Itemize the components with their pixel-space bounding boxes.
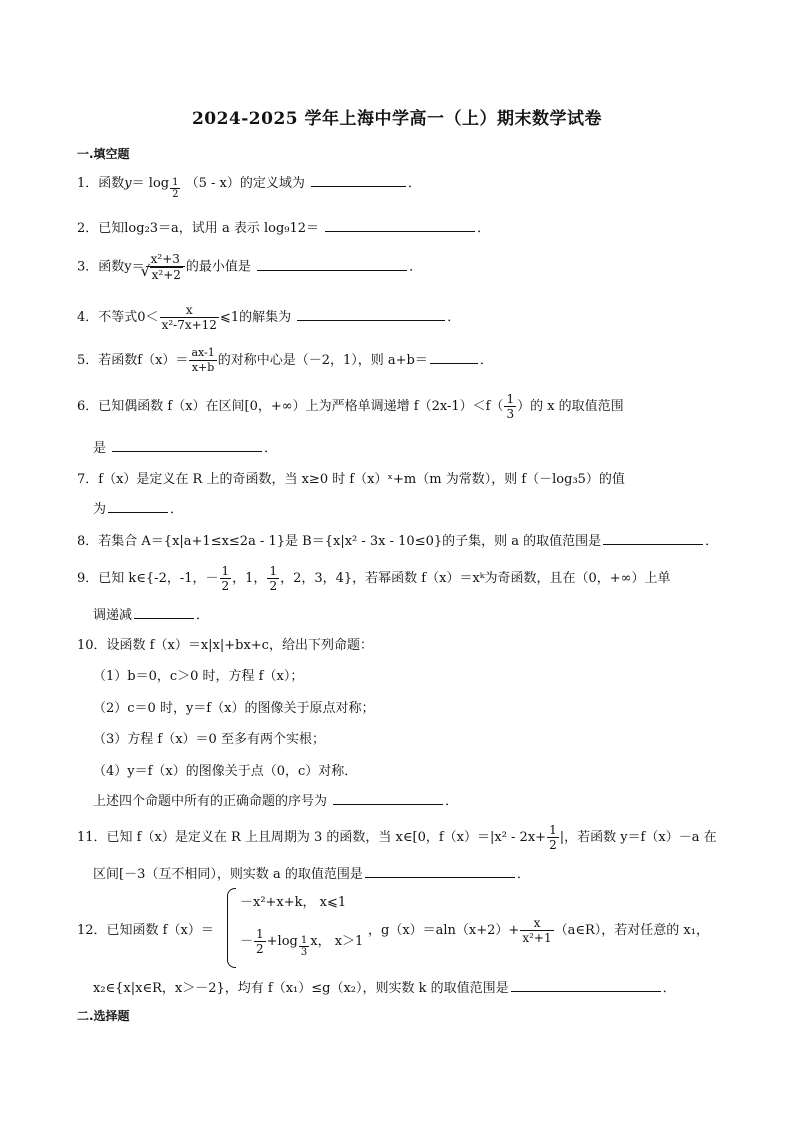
question-9: 9．已知 k∈{-2，-1，－ $\frac{1}{2}$ ，1， $\frac{1}{2}$ ，2，3，4}，若幂函数 f（x）＝xᵏ为奇函数，且在（0，+∞）上单 [77,564,671,593]
page-title: 2024-2025 学年上海中学高一（上）期末数学试卷 [191,109,603,129]
answer-blank[interactable] [511,978,661,992]
proposition-3: （3）方程 f（x）＝0 至多有两个实根； [93,732,325,747]
answer-blank[interactable] [112,438,262,452]
question-8: 8．若集合 A＝{x|a+1≤x≤2a - 1}是 B＝{x|x² - 3x - 10≤0}的子集，则 a 的取值范围是 ． [77,530,718,549]
proposition-1: （1）b＝0，c＞0 时，方程 f（x）； [93,669,304,684]
answer-blank[interactable] [134,605,194,619]
answer-blank[interactable] [297,307,445,321]
answer-blank[interactable] [108,499,168,513]
question-3: 3．函数y＝ x²+3 √ x²+2 的最小值是 ． [77,252,422,282]
piecewise-case-1: －x²+x+k， x⩽1 [240,895,347,910]
question-7-cont: 为 ． [93,498,183,517]
answer-blank[interactable] [365,864,515,878]
answer-blank[interactable] [325,218,475,232]
question-7: 7．f（x）是定义在 R 上的奇函数，当 x≥0 时 f（x）ˣ+m（m 为常数），则 f（－log₃5）的值 [77,472,625,487]
question-6-cont: 是 ． [93,437,277,456]
question-11: 11．已知 f（x）是定义在 R 上且周期为 3 的函数，当 x∈[0，f（x）＝|x² - 2x+ $\frac{1}{2}$ |，若函数 y＝f（x）－a 在 [77,823,717,852]
question-12-cont: x₂∈{x|x∈R，x＞－2}，均有 f（x₁）≤g（x₂），则实数 k 的取值范围是 ． [93,977,676,996]
question-5: 5．若函数f（x）＝ $\frac{ax-1}{x+b}$ 的对称中心是（－2，1），则 a+b＝ ． [77,346,493,374]
question-4: 4．不等式0＜ $\frac{x}{\text{x²-7x+12}}$ ⩽1的解集为 ． [77,303,461,332]
section-fill-in: 一.填空题 [77,147,130,161]
question-2: 2．已知log₂3＝a，试用 a 表示 log₉12＝ ． [77,217,490,236]
question-1: 1．函数y＝ log $\frac{1}{2}$ （5 - x）的定义域为 ． [77,172,421,200]
question-10: 10．设函数 f（x）＝x|x|+bx+c，给出下列命题： [77,638,373,653]
proposition-4: （4）y＝f（x）的图像关于点（0，c）对称． [93,764,358,779]
answer-blank[interactable] [603,531,703,545]
question-9-cont: 调递减 ． [93,604,209,623]
question-10-answer: 上述四个命题中所有的正确命题的序号为 ． [93,790,458,809]
question-6: 6．已知偶函数 f（x）在区间[0，+∞）上为严格单调递增 f（2x-1）＜f（ $\frac{1}{3}$ ）的 x 的取值范围 [77,392,624,421]
question-11-cont: 区间[－3（互不相同），则实数 a 的取值范围是 ． [93,863,530,882]
piecewise-brace [227,888,236,968]
question-12: 12．已知函数 f（x）＝ [77,923,214,938]
answer-blank[interactable] [333,791,443,805]
piecewise-case-2: － $\frac{1}{2}$ +log $\frac{1}{3}$ x， x＞1 [240,927,364,958]
proposition-2: （2）c＝0 时，y＝f（x）的图像关于原点对称； [93,701,375,716]
answer-blank[interactable] [430,350,478,364]
section-multiple-choice: 二.选择题 [77,1009,130,1023]
answer-blank[interactable] [311,173,406,187]
answer-blank[interactable] [257,257,407,271]
question-12-g: ，g（x）＝aln（x+2）+ $\frac{x}{\text{x²+1}}$ （a∈R），若对任意的 x₁， [368,916,709,945]
